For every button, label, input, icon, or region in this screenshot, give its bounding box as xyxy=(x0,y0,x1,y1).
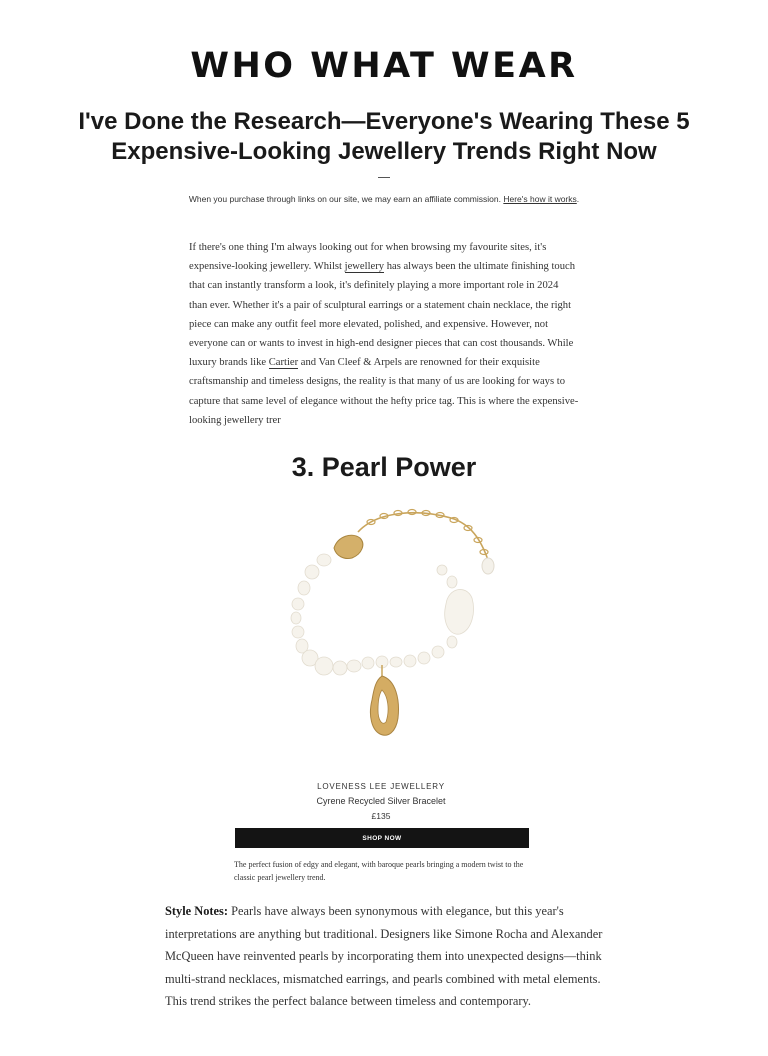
style-notes-label: Style Notes: xyxy=(165,904,228,918)
section-title: 3. Pearl Power xyxy=(291,452,477,482)
gold-chain-extender xyxy=(358,510,488,561)
intro-text-3: and Van Cleef & Arpels are renowned for their exquisite craftsmanship and timeless designs, the reality is that many of us are looking for ways to capture that same level of elegance without the hefty price tag. This is where the expensive-looking jewellery trer xyxy=(189,357,579,426)
affiliate-text: When you purchase through links on our site, we may earn an affiliate commission. xyxy=(188,194,504,204)
product-price: £135 xyxy=(371,811,391,821)
article-headline xyxy=(40,107,728,167)
shop-now-button[interactable]: SHOP NOW xyxy=(235,828,529,848)
product-image-pearl-bracelet[interactable] xyxy=(276,500,496,750)
affiliate-how-it-works-link[interactable]: Here's how it works xyxy=(503,194,577,204)
headline-line-2: Expensive-Looking Jewellery Trends Right Now xyxy=(111,138,657,165)
intro-paragraph xyxy=(189,238,579,430)
cartier-link[interactable]: Cartier xyxy=(268,357,299,369)
end-pearl xyxy=(482,558,494,574)
lobster-clasp xyxy=(334,535,363,558)
product-brand: LOVENESS LEE JEWELLERY xyxy=(317,782,445,791)
pearl-strand xyxy=(291,554,474,675)
jewellery-link[interactable]: jewellery xyxy=(344,261,385,273)
product-name[interactable]: Cyrene Recycled Silver Bracelet xyxy=(316,796,446,806)
site-logo[interactable]: WHO WHAT WEAR xyxy=(190,46,578,86)
style-notes-paragraph xyxy=(165,900,615,1013)
affiliate-disclaimer xyxy=(0,194,768,204)
headline-line-1: I've Done the Research—Everyone's Wearing These 5 xyxy=(78,108,690,135)
headline-divider xyxy=(378,177,390,178)
product-caption: The perfect fusion of edgy and elegant, with baroque pearls bringing a modern twist to the classic pearl jewellery trend. xyxy=(234,860,524,882)
intro-text-2: has always been the ultimate finishing touch that can instantly transform a look, it's definitely playing a more important role in 2024 than ever. Whether it's a pair of sculptural earrings or a statement chain necklace, the right piece can make any outfit feel more elevated, polished, and expensive. However, not everyone can or wants to invest in high-end designer pieces that can cost thousands. While luxury brands like xyxy=(189,261,575,369)
affiliate-end: . xyxy=(576,194,580,204)
style-notes-text: Pearls have always been synonymous with elegance, but this year's interpretations are anything but traditional. Designers like Simone Rocha and Alexander McQueen have reinvented pearls by incorporating them into unexpected designs—think multi-strand necklaces, mismatched earrings, and pearls combined with metal elements. This trend strikes the perfect balance between timeless and contemporary. xyxy=(165,904,603,1009)
intro-text-1: If there's one thing I'm always looking out for when browsing my favourite sites, it's expensive-looking jewellery. Whilst xyxy=(189,242,547,273)
